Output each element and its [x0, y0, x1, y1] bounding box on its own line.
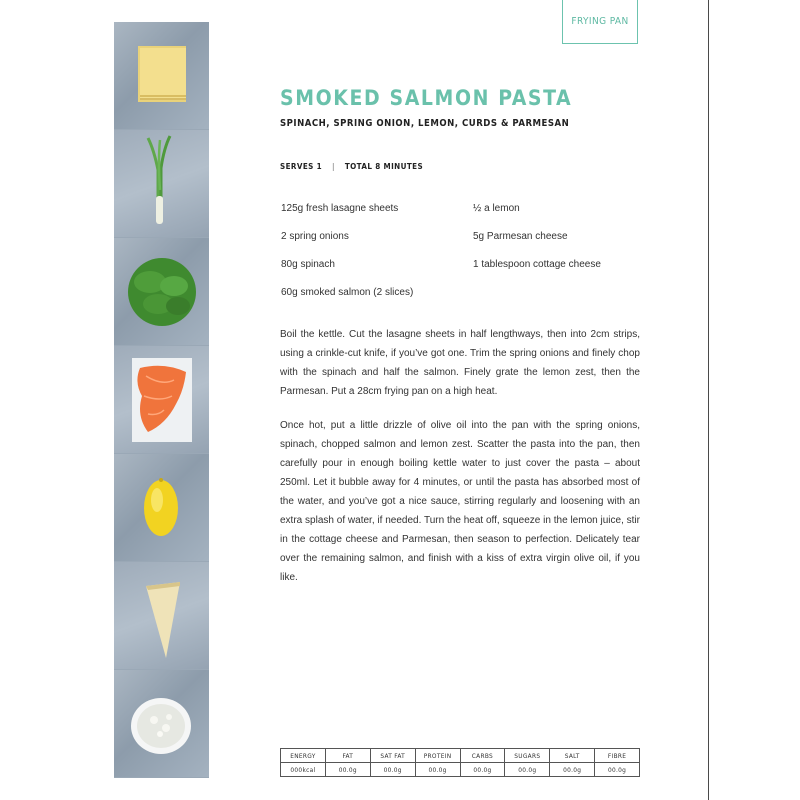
- nutrition-value: 00.0g: [415, 763, 460, 777]
- meta-separator: |: [332, 162, 335, 171]
- nutrition-value: 00.0g: [550, 763, 595, 777]
- photo-parmesan: [114, 562, 209, 670]
- photo-spinach: [114, 238, 209, 346]
- nutrition-value-row: [281, 763, 640, 777]
- nutrition-header: ENERGY: [281, 749, 326, 763]
- ingredient-item: 5g Parmesan cheese: [473, 231, 568, 242]
- section-tab-label: FRYING PAN: [571, 16, 629, 27]
- recipe-meta: [280, 162, 423, 171]
- nutrition-header: FAT: [325, 749, 370, 763]
- method-step-1: Boil the kettle. Cut the lasagne sheets in half lengthways, then into 2cm strips, using a crinkle-cut knife, if you’ve got one. Trim the spring onions and finely chop with the spinach and half the salmon. Finely grate the lemon zest, then the Parmesan. Put a 28cm frying pan on a high heat.: [280, 329, 640, 397]
- ingredient-item: 60g smoked salmon (2 slices): [281, 287, 414, 298]
- nutrition-header: PROTEIN: [415, 749, 460, 763]
- ingredient-photo-strip: [114, 22, 209, 778]
- photo-lemon: [114, 454, 209, 562]
- nutrition-header: SUGARS: [505, 749, 550, 763]
- ingredient-item: 2 spring onions: [281, 231, 349, 242]
- ingredient-item: ½ a lemon: [473, 203, 520, 214]
- spring-onion-image: [114, 130, 209, 238]
- photo-cottage-cheese: [114, 670, 209, 778]
- lasagne-sheets-image: [114, 22, 209, 130]
- photo-lasagne-sheets: [114, 22, 209, 130]
- nutrition-value: 00.0g: [370, 763, 415, 777]
- nutrition-header-row: [281, 749, 640, 763]
- total-time-label: TOTAL 8 MINUTES: [344, 162, 424, 171]
- smoked-salmon-image: [114, 346, 209, 454]
- nutrition-value: 00.0g: [505, 763, 550, 777]
- nutrition-header: CARBS: [460, 749, 505, 763]
- ingredient-item: 80g spinach: [281, 259, 335, 270]
- serves-label: SERVES 1: [280, 162, 323, 171]
- nutrition-value: 00.0g: [595, 763, 640, 777]
- parmesan-wedge-image: [114, 562, 209, 670]
- page-edge: [708, 0, 709, 800]
- nutrition-value: 00.0g: [325, 763, 370, 777]
- nutrition-value: 000kcal: [281, 763, 326, 777]
- nutrition-value: 00.0g: [460, 763, 505, 777]
- ingredient-item: 125g fresh lasagne sheets: [281, 203, 399, 214]
- ingredient-item: 1 tablespoon cottage cheese: [473, 259, 601, 270]
- nutrition-table: [280, 748, 640, 777]
- recipe-subtitle: SPINACH, SPRING ONION, LEMON, CURDS & PARMESAN: [280, 118, 570, 129]
- photo-smoked-salmon: [114, 346, 209, 454]
- recipe-title: SMOKED SALMON PASTA: [280, 86, 573, 110]
- cottage-cheese-bowl-image: [114, 670, 209, 778]
- nutrition-header: SALT: [550, 749, 595, 763]
- lemon-image: [114, 454, 209, 562]
- spinach-image: [114, 238, 209, 346]
- section-tab: [562, 0, 638, 44]
- nutrition-header: FIBRE: [595, 749, 640, 763]
- method-step-2: Once hot, put a little drizzle of olive oil into the pan with the spring onions, spinach, chopped salmon and lemon zest. Scatter the pasta into the pan, then carefully pour in enough boiling kettle water to just cover the pasta – about 250ml. Let it bubble away for 4 minutes, or until the pasta has absorbed most of the water, and you’ve got a nice sauce, stirring regularly and loosening with an extra splash of water, if needed. Turn the heat off, squeeze in the lemon juice, stir in the cottage cheese and Parmesan, then season to perfection. Delicately tear over the remaining salmon, and finish with a kiss of extra virgin olive oil, if you like.: [280, 420, 640, 583]
- nutrition-header: SAT FAT: [370, 749, 415, 763]
- photo-spring-onion: [114, 130, 209, 238]
